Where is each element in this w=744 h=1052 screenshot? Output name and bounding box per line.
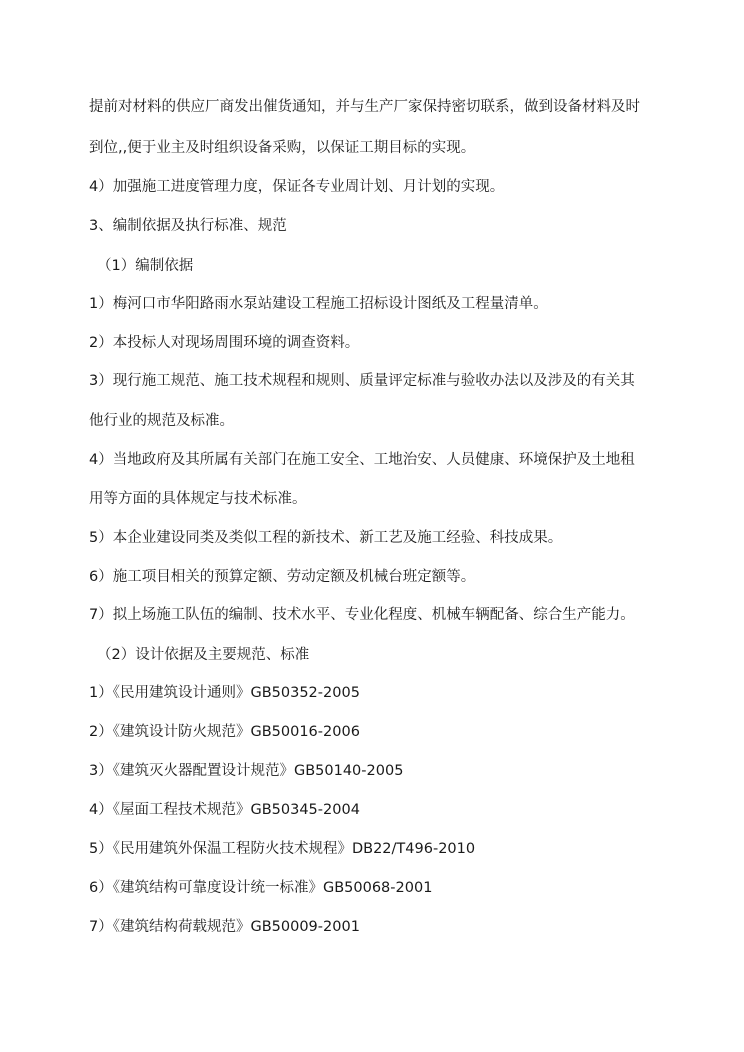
list-item-continuation: 他行业的规范及标准。 bbox=[89, 413, 234, 429]
standard-item: 5）《民用建筑外保温工程防火技术规程》DB22/T496-2010 bbox=[89, 841, 476, 857]
list-item: 3）现行施工规范、施工技术规程和规则、质量评定标准与验收办法以及涉及的有关其 bbox=[89, 373, 635, 389]
paragraph-line: 提前对材料的供应厂商发出催货通知，并与生产厂家保持密切联系，做到设备材料及时 bbox=[89, 99, 640, 115]
list-item: 5）本企业建设同类及类似工程的新技术、新工艺及施工经验、科技成果。 bbox=[89, 530, 563, 546]
standard-item: 2）《建筑设计防火规范》GB50016-2006 bbox=[89, 724, 360, 740]
subsection-heading: （2）设计依据及主要规范、标准 bbox=[97, 647, 310, 663]
list-item: 6）施工项目相关的预算定额、劳动定额及机械台班定额等。 bbox=[89, 569, 476, 585]
list-item: 4）当地政府及其所属有关部门在施工安全、工地治安、人员健康、环境保护及土地租 bbox=[89, 452, 635, 468]
list-item: 7）拟上场施工队伍的编制、技术水平、专业化程度、机械车辆配备、综合生产能力。 bbox=[89, 607, 635, 623]
list-item: 2）本投标人对现场周围环境的调查资料。 bbox=[89, 335, 360, 351]
standard-item: 6）《建筑结构可靠度设计统一标准》GB50068-2001 bbox=[89, 880, 433, 896]
paragraph-line: 到位,,便于业主及时组织设备采购，以保证工期目标的实现。 bbox=[89, 140, 476, 156]
standard-item: 7）《建筑结构荷载规范》GB50009-2001 bbox=[89, 919, 360, 935]
list-item: 1）梅河口市华阳路雨水泵站建设工程施工招标设计图纸及工程量清单。 bbox=[89, 296, 548, 312]
subsection-heading: （1）编制依据 bbox=[97, 258, 194, 274]
section-heading: 3、编制依据及执行标准、规范 bbox=[89, 218, 287, 234]
list-item-continuation: 用等方面的具体规定与技术标准。 bbox=[89, 491, 307, 507]
standard-item: 1）《民用建筑设计通则》GB50352-2005 bbox=[89, 685, 360, 701]
standard-item: 3）《建筑灭火器配置设计规范》GB50140-2005 bbox=[89, 763, 404, 779]
list-item: 4）加强施工进度管理力度，保证各专业周计划、月计划的实现。 bbox=[89, 179, 505, 195]
standard-item: 4）《屋面工程技术规范》GB50345-2004 bbox=[89, 802, 360, 818]
